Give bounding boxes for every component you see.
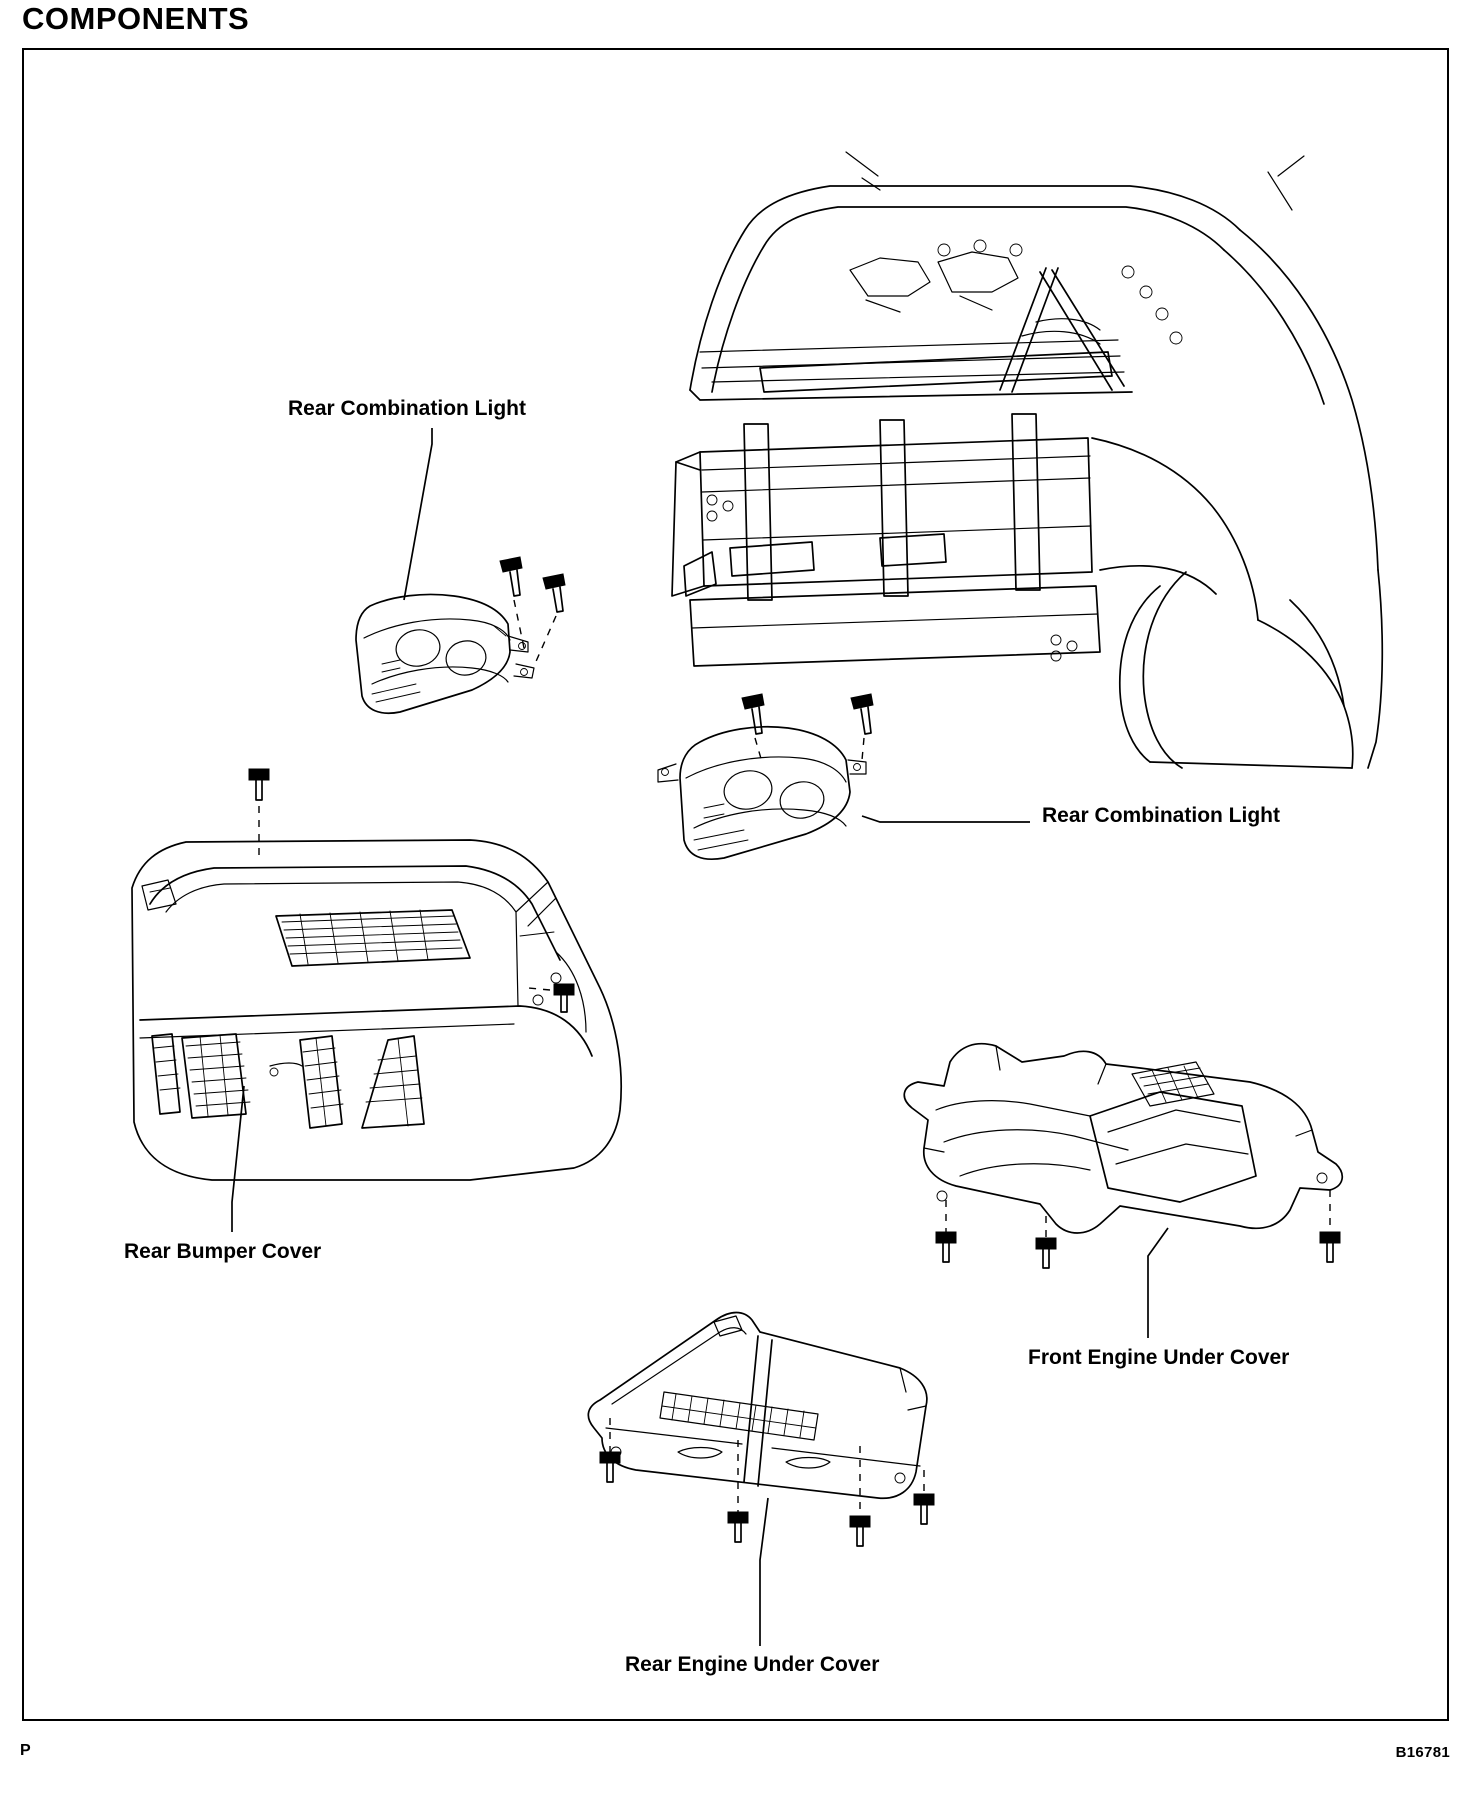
page-mark: P [20,1742,31,1759]
callout-rear-engine-under-cover: Rear Engine Under Cover [625,1653,880,1676]
callout-rear-combination-light-right: Rear Combination Light [1042,804,1280,827]
page-title: COMPONENTS [22,1,250,36]
figure-id: B16781 [1395,1744,1450,1761]
callout-rear-bumper-cover: Rear Bumper Cover [124,1240,322,1263]
callout-front-engine-under-cover: Front Engine Under Cover [1028,1346,1290,1369]
diagram-frame [22,48,1449,1721]
callout-rear-combination-light-left: Rear Combination Light [288,397,526,420]
